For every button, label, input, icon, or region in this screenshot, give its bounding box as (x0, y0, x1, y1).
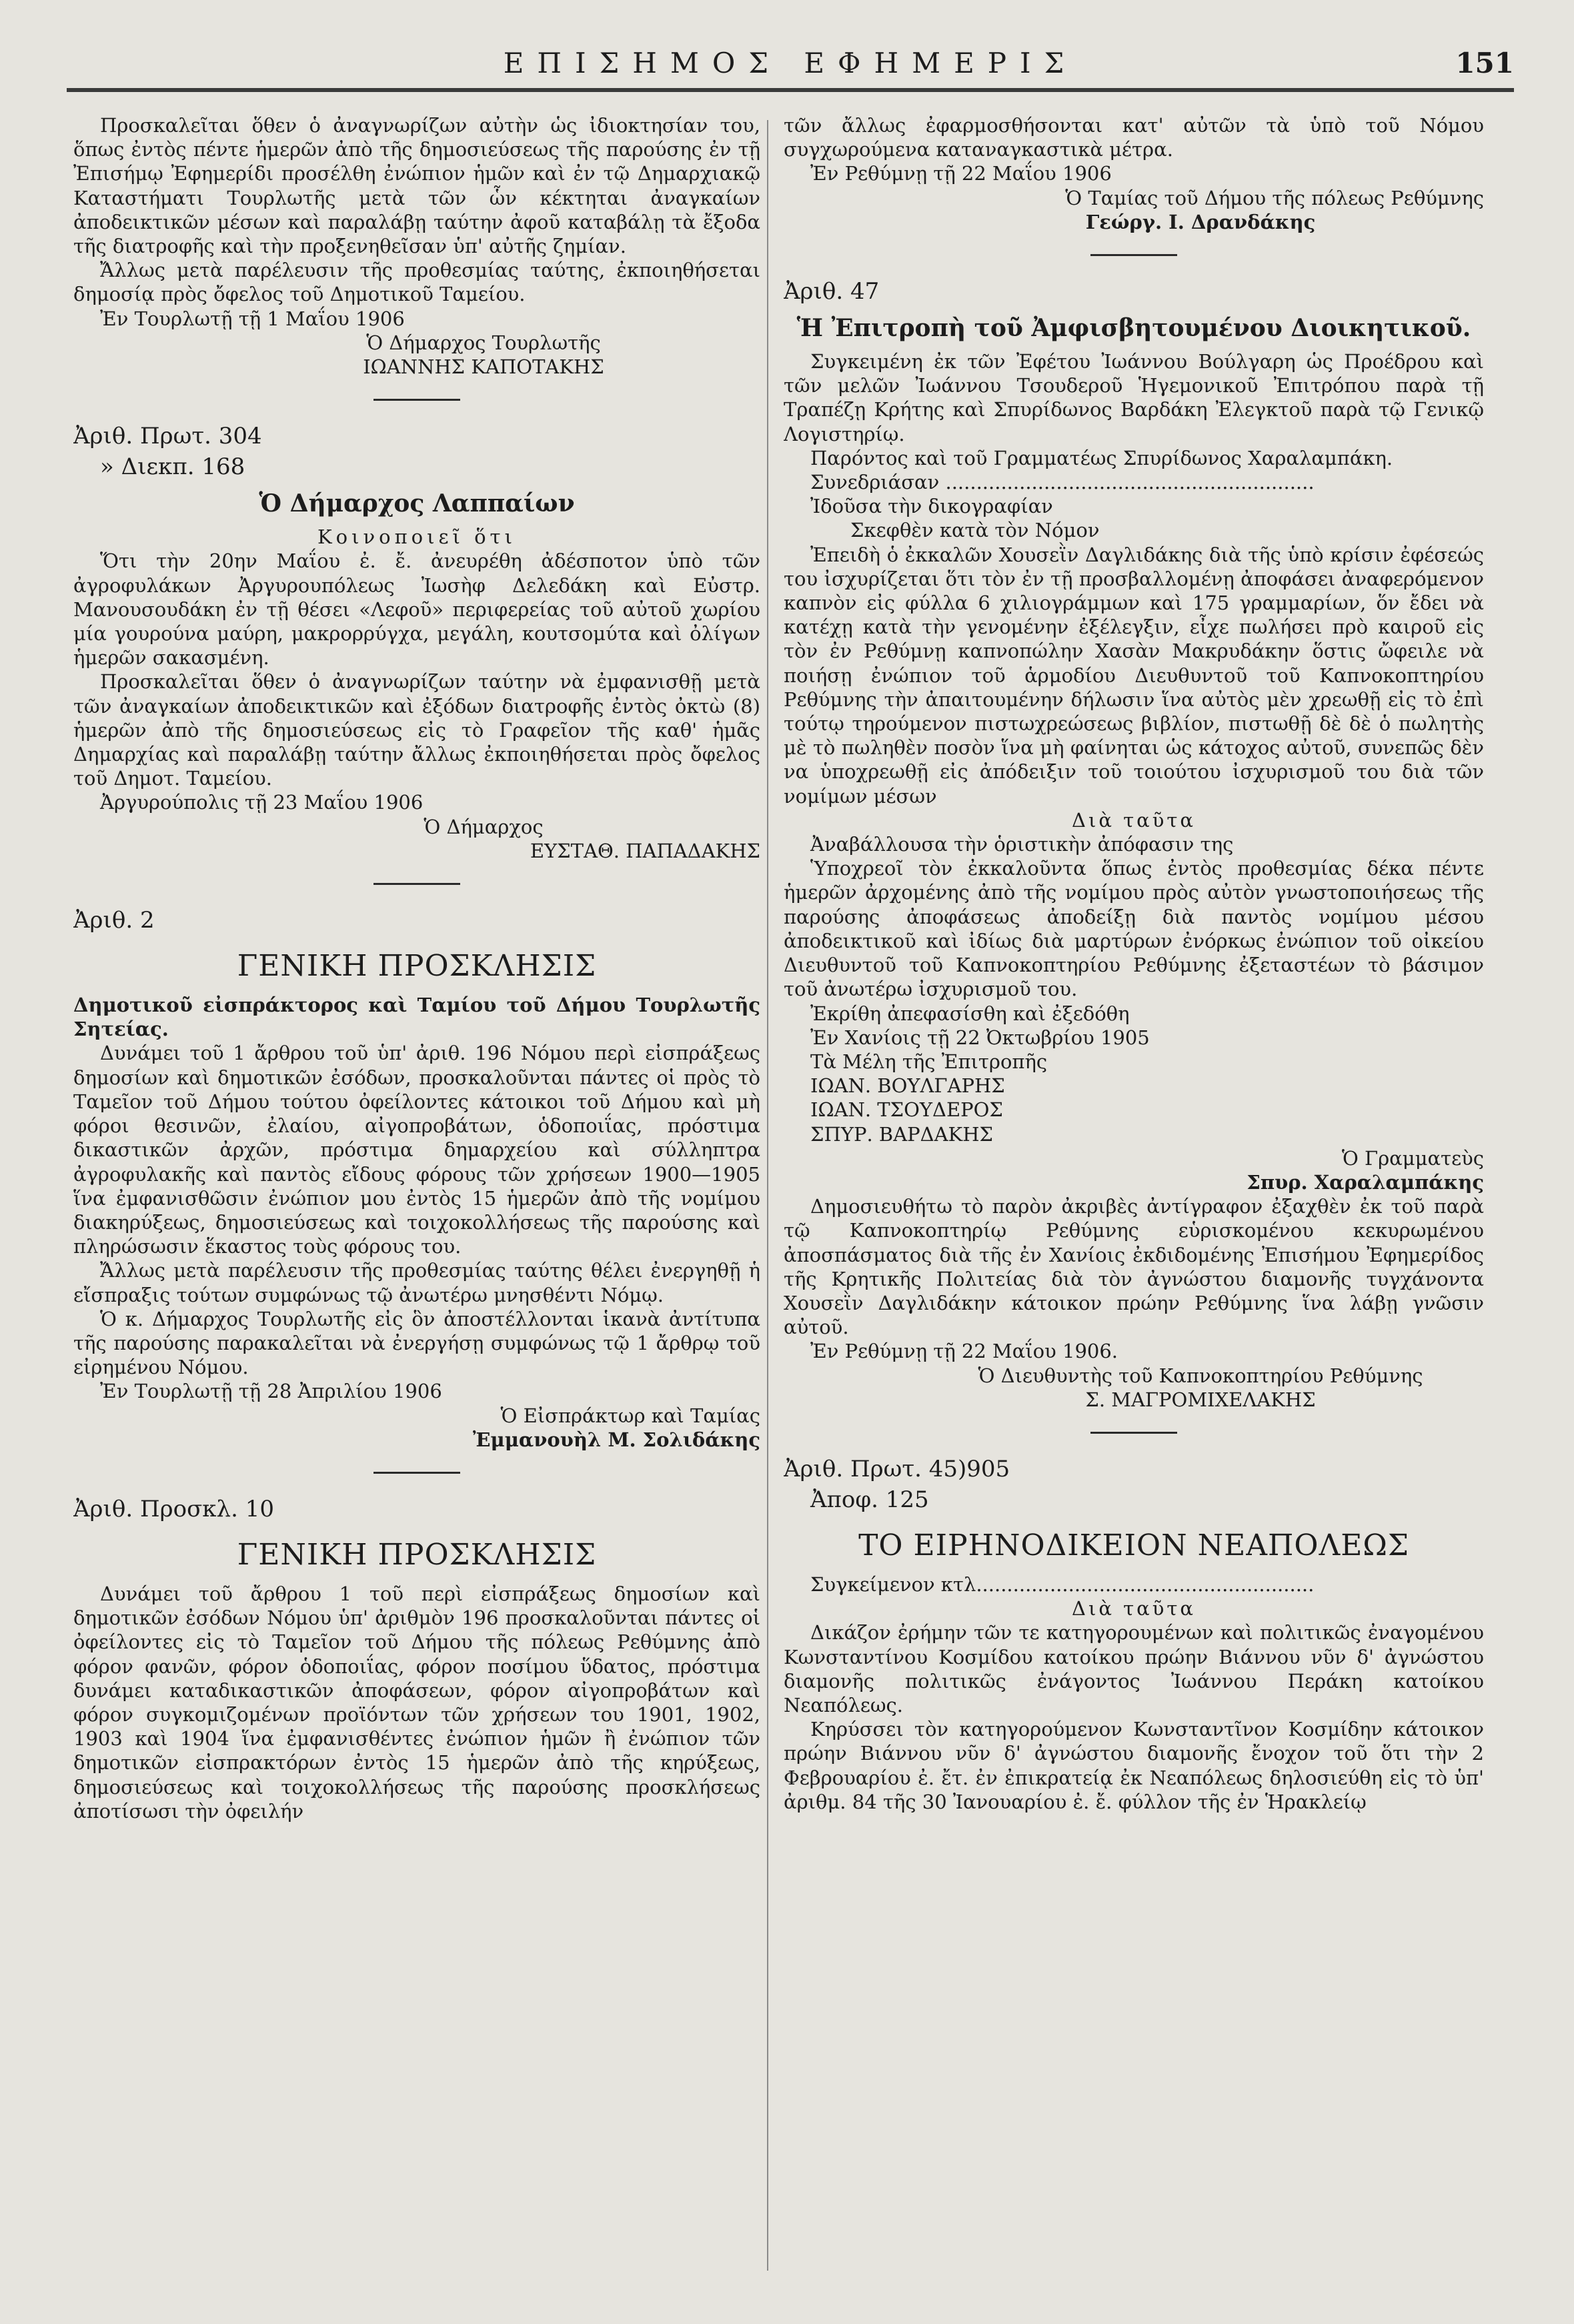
signatory-name: Σ. ΜΑΓΡΟΜΙΧΕΛΑΚΗΣ (1085, 1388, 1316, 1411)
secretary-role: Ὁ Γραμματεὺς (1341, 1146, 1484, 1170)
committee-members (784, 1050, 1484, 1146)
section-separator (373, 1472, 460, 1474)
signatory-name: ΕΥΣΤΑΘ. ΠΑΠΑΔΑΚΗΣ (530, 839, 760, 862)
paragraph: Ἰδοῦσα τὴν δικογραφίαν (810, 495, 1053, 518)
header-rule (67, 88, 1514, 92)
paragraph: Παρόντος καὶ τοῦ Γραμματέως Σπυρίδωνος Χαραλαμπάκη. (810, 446, 1393, 469)
signatory-name: ΙΩΑΝΝΗΣ ΚΑΠΟΤΑΚΗΣ (363, 355, 604, 379)
signatory-role: Ὁ Διευθυντὴς τοῦ Καπνοκοπτηρίου Ρεθύμνης (978, 1364, 1423, 1387)
paragraph: Κηρύσσει τὸν κατηγορούμενον Κωνσταντῖνον Κοσμίδην κάτοικον πρώην Βιάννου νῦν δ' ἀγνώστου διαμονῆς ἔνοχον τοῦ ὅτι τὴν 2 Φεβρουαρίου ἐ. ἔτ. ἐν ἐπικρατείᾳ ἐκ Νεαπόλεως δηλοσιεύθη εἰς τὸ ὑπ' ἀριθμ. 84 τῆς 30 Ἰανουαρίου ἐ. ἔ. φύλλον τῆς ἐν Ἡρακλείῳ (784, 1718, 1484, 1813)
notice-date: Ἐν Ρεθύμνῃ τῇ 22 Μαΐου 1906 (810, 162, 1112, 185)
newspaper-title: ΕΠΙΣΗΜΟΣ ΕΦΗΜΕΡΙΣ (503, 47, 1078, 79)
secretary-name: Σπυρ. Χαραλαμπάκης (1247, 1170, 1484, 1194)
paragraph: Συγκειμένη ἐκ τῶν Ἐφέτου Ἰωάννου Βούλγαρη ὡς Προέδρου καὶ τῶν μελῶν Ἰωάννου Τσουδεροῦ Ἡγεμονικοῦ Ἐπιτρόπου παρὰ τῇ Τραπέζῃ Κρήτης καὶ Σπυρίδωνος Βαρδάκη Ἐλεγκτοῦ παρὰ τῷ Γενικῷ Λογιστηρίῳ. (784, 350, 1484, 445)
signatory-role: Ὁ Δήμαρχος (424, 815, 544, 838)
notice-lost-animal-tourloti (73, 113, 760, 379)
notice-continuation-rethymno (784, 113, 1484, 234)
paragraph: Συνεδριάσαν ............................................................ (810, 471, 1315, 494)
right-column (784, 113, 1484, 2284)
notice-lappaion-mayor (73, 421, 760, 863)
section-separator (1090, 254, 1177, 256)
paragraph: Δημοσιευθήτω τὸ παρὸν ἀκριβὲς ἀντίγραφον ἐξαχθὲν ἐκ τοῦ παρὰ τῷ Καπνοκοπτηρίῳ Ρεθύμνης εὑρισκομένου κεκυρωμένου ἀποσπάσματος διὰ τῆς ἐν Χανίοις ἐκδιδομένης Ἐπισήμου Ἐφημερίδος τῆς Κρητικῆς Πολιτείας διὰ τὸν ἀγνώστου διαμονῆς τυγχάνοντα Χουσεῒν Δαγλιδάκην κάτοικον πρώην Ρεθύμνης ἵνα λάβῃ γνῶσιν αὐτοῦ. (784, 1195, 1484, 1339)
notice-heading: ΤΟ ΕΙΡΗΝΟΔΙΚΕΙΟΝ ΝΕΑΠΟΛΕΩΣ (858, 1528, 1409, 1562)
member-name: ΣΠΥΡ. ΒΑΡΔΑΚΗΣ (810, 1122, 993, 1146)
paragraph: Ὑποχρεοῖ τὸν ἐκκαλοῦντα ὅπως ἐντὸς προθεσμίας δέκα πέντε ἡμερῶν ἀρχομένης ἀπὸ τῆς νομίμου πρὸς αὐτὸν γνωστοποιήσεως τῆς παρούσης ἀποφάσεως ἀποδείξῃ διὰ παντὸς νομίμου μέσου ἀποδεικτικοῦ καὶ ἰδίως διὰ μαρτύρων ἐνόρκως ἐνώπιον τοῦ οἰκείου Διευθυντοῦ τοῦ Καπνοκοπτηρίου Ρεθύμνης ἐξεταστέων τὸ βάσιμον τοῦ ἀνωτέρω ἰσχυρισμοῦ του. (784, 857, 1484, 1001)
signatory-role: Ὁ Δήμαρχος Τουρλωτῆς (366, 331, 601, 354)
section-label: Διὰ ταῦτα (1072, 808, 1196, 832)
column-divider (767, 120, 768, 2271)
reference-number: Ἀριθ. 47 (784, 278, 880, 305)
paragraph: Δυνάμει τοῦ 1 ἄρθρου τοῦ ὑπ' ἀριθ. 196 Νόμου περὶ εἰσπράξεως δημοσίων καὶ δημοτικῶν ἐσόδων, προσκαλοῦνται πάντες οἱ πρὸς τὸ Ταμεῖον τοῦ Δήμου τούτου ὀφείλοντες κάτοικοι τοῦ Δήμου καὶ μὴ φόροι θεσινῶν, ἐλαίου, αἰγοπροβάτων, ὁδοποιΐας, πρόστιμα δικαστικῶν ἀρχῶν, πρόστιμα δημαρχείου καὶ σύλληπτρα ἀγροφυλακῆς καὶ παντὸς εἴδους φόρους τῶν χρήσεων 1900—1905 ἵνα ἐμφανισθῶσιν ἐνώπιον μου ἐντὸς 15 ἡμερῶν ἀπὸ τῆς νομίμου διακηρύξεως, δημοσιεύσεως καὶ τοιχοκολλήσεως τῆς παρούσης καὶ πληρώσωσιν ἕκαστος τοὺς φόρους του. (73, 1042, 760, 1258)
reference-number: Ἀριθ. Πρωτ. 45)905 (784, 1455, 1010, 1482)
notice-announce: Κοινοποιεῖ ὅτι (317, 525, 516, 549)
reference-number: Ἀριθ. 2 (73, 907, 155, 934)
notice-date: Ἀργυρούπολις τῇ 23 Μαΐου 1906 (100, 791, 424, 814)
reference-number: » Διεκπ. 168 (100, 453, 245, 481)
notice-heading: ΓΕΝΙΚΗ ΠΡΟΣΚΛΗΣΙΣ (237, 1537, 597, 1572)
reference-number: Ἀριθ. Προσκλ. 10 (73, 1495, 274, 1522)
notice-heading: ΓΕΝΙΚΗ ΠΡΟΣΚΛΗΣΙΣ (237, 949, 597, 984)
signatory-name: Γεώργ. Ι. Δρανδάκης (1085, 210, 1316, 233)
member-name: ΙΩΑΝ. ΒΟΥΛΓΑΡΗΣ (810, 1074, 1005, 1098)
paragraph: Δυνάμει τοῦ ἄρθρου 1 τοῦ περὶ εἰσπράξεως δημοσίων καὶ δημοτικῶν ἐσόδων Νόμου ὑπ' ἀριθμὸν 196 προσκαλοῦνται πάντες οἱ ὀφείλοντες εἰς τὸ Ταμεῖον τοῦ Δήμου τῆς πόλεως Ρεθύμνης ἀπὸ φόρον φανῶν, φόρον ὁδοποιΐας, φόρον ποσίμου ὕδατος, πρόστιμα δυνάμει καταδικαστικῶν ἀποφάσεων, φόρον αἰγοπροβάτων καὶ φόρον συγκομιζομένων προϊόντων τῶν χρήσεων του 1901, 1902, 1903 καὶ 1904 ἵνα ἐμφανισθέντες ἐνώπιον ἡμῶν ἢ ἐνώπιον τῶν δημοτικῶν εἰσπρακτόρων ἐντὸς 15 ἡμερῶν ἀπὸ τῆς κηρύξεως, δημοσιεύσεως καὶ τοιχοκολλήσεως τῆς παρούσης προσκλήσεως ἀποτίσωσι τὴν ὀφειλήν (73, 1582, 760, 1823)
reference-number: Ἀποφ. 125 (810, 1486, 929, 1513)
notice-date: Ἐν Χανίοις τῇ 22 Ὀκτωβρίου 1905 (810, 1026, 1150, 1049)
notice-date: Ἐν Τουρλωτῇ τῇ 28 Ἀπριλίου 1906 (100, 1380, 442, 1403)
member-name: ΙΩΑΝ. ΤΣΟΥΔΕΡΟΣ (810, 1098, 1003, 1122)
paragraph: Ἄλλως μετὰ παρέλευσιν τῆς προθεσμίας ταύτης θέλει ἐνεργηθῇ ἡ εἴσπραξις τούτων συμφώνως τῷ ἀνωτέρω μνησθέντι Νόμῳ. (73, 1259, 760, 1306)
paragraph: Ὅτι τὴν 20ην Μαΐου ἐ. ἔ. ἀνευρέθη ἀδέσποτον ὑπὸ τῶν ἀγροφυλάκων Ἀργυρουπόλεως Ἰωσὴφ Δελεδάκη καὶ Εὐστρ. Μανουσουδάκη ἐν τῇ θέσει «Λεφοῦ» περιφερείας τοῦ αὐτοῦ χωρίου μία γουρούνα μαύρη, μακρορρύγχα, μεγάλη, κουτσομύτα καὶ ὀλίγων ἡμερῶν σακασμένη. (73, 549, 760, 670)
section-separator (1090, 1432, 1177, 1434)
members-label: Τὰ Μέλη τῆς Ἐπιτροπῆς (810, 1050, 1048, 1073)
section-separator (373, 883, 460, 885)
reference-number: Ἀριθ. Πρωτ. 304 (73, 423, 262, 450)
signatory-name: Ἐμμανουὴλ Μ. Σολιδάκης (472, 1428, 760, 1451)
paragraph: Ἄλλως μετὰ παρέλευσιν τῆς προθεσμίας ταύτης, ἐκποιηθήσεται δημοσίᾳ πρὸς ὄφελος τοῦ Δημοτικοῦ Ταμείου. (73, 259, 760, 306)
paragraph: Ἀναβάλλουσα τὴν ὁριστικὴν ἀπόφασιν της (810, 833, 1234, 856)
section-separator (373, 399, 460, 401)
notice-general-summons-tourloti (73, 905, 760, 1452)
notice-date: Ἐν Τουρλωτῇ τῇ 1 Μαΐου 1906 (100, 307, 405, 330)
notice-administrative-committee (784, 276, 1484, 1412)
page-header (67, 47, 1514, 100)
page-number: 151 (1455, 47, 1514, 79)
paragraph: τῶν ἄλλως ἐφαρμοσθήσονται κατ' αὐτῶν τὰ ὑπὸ τοῦ Νόμου συγχωρούμενα καταναγκαστικὰ μέτρα. (784, 114, 1484, 161)
notice-neapolis-court (784, 1454, 1484, 1814)
paragraph: Ἐκρίθη ἀπεφασίσθη καὶ ἐξεδόθη (810, 1002, 1130, 1025)
signatory-role: Ὁ Ταμίας τοῦ Δήμου τῆς πόλεως Ρεθύμνης (1065, 186, 1484, 209)
paragraph: Ἐπειδὴ ὁ ἐκκαλῶν Χουσεῒν Δαγλιδάκης διὰ τῆς ὑπὸ κρίσιν ἐφέσεώς του ἰσχυρίζεται ὅτι τὸν ἐν τῇ προσβαλλομένῃ ἀποφάσει ἀναφερόμενον καπνὸν εἰς φύλλα 6 χιλιογράμμων καὶ 175 γραμμαρίων, ὅν ἔδει νὰ κατέχῃ κατὰ τὴν γενομένην ἐξέλεγξιν, εἶχε πωλήσει πρὸ καιροῦ εἰς τὸν ἐν Ρεθύμνῃ καπνοπώλην Χασὰν Μακρυδάκην ὅστις ὤφειλε νὰ ποιήσῃ ἐνώπιον τοῦ ἁρμοδίου Διευθυντοῦ τοῦ Καπνοκοπτηρίου Ρεθύμνης τὴν ἀπαιτουμένην δήλωσιν ἵνα αὐτὸς μὲν χρεωθῇ εἰς τὸ ἐπὶ τούτῳ τηρούμενον πιστωχρεώσεως βιβλίον, πιστωθῇ δὲ δὲ ὁ πωλητὴς μὲ τὸ πωληθὲν ποσὸν ἵνα μὴ φαίνηται ὡς κάτοχος αὐτοῦ, συνεπῶς δὲν να ὑποχρεωθῇ εἰς ἀπόδειξιν τοῦ τοιούτου ἰσχυρισμοῦ του διὰ τῶν νομίμων μέσων (784, 543, 1484, 808)
notice-heading: Ὁ Δήμαρχος Λαππαίων (259, 489, 575, 518)
paragraph: Προσκαλεῖται ὅθεν ὁ ἀναγνωρίζων αὐτὴν ὡς ἰδιοκτησίαν του, ὅπως ἐντὸς πέντε ἡμερῶν ἀπὸ τῆς δημοσιεύσεως τῆς παρούσης ἐν τῇ Ἐπισήμῳ Ἐφημερίδι προσέλθη ἐνώπιον ἡμῶν καὶ ἐν τῷ Δημαρχιακῷ Καταστήματι Τουρλωτῆς μετὰ τῶν ὧν κέκτηται ἀναγκαίων ἀποδεικτικῶν μέσων καὶ παραλάβῃ ταύτην ἀφοῦ καταβάλῃ τὰ ἔξοδα τῆς διατροφῆς καὶ τὴν προξενηθεῖσαν ὑπ' αὐτῆς ζημίαν. (73, 114, 760, 258)
paragraph: Σκεφθὲν κατὰ τὸν Νόμον (850, 519, 1100, 542)
paragraph: Συγκείμενον κτλ....................................................... (810, 1572, 1315, 1596)
paragraph: Προσκαλεῖται ὅθεν ὁ ἀναγνωρίζων ταύτην νὰ ἐμφανισθῇ μετὰ τῶν ἀναγκαίων ἀποδεικτικῶν καὶ ἐξόδων διατροφῆς ἐντὸς ὀκτὼ (8) ἡμερῶν ἀπὸ τῆς δημοσιεύσεως εἰς τὸ Γραφεῖον τῆς καθ' ἡμᾶς Δημαρχίας καὶ παραλάβῃ ταύτην ἄλλως ἐκποιηθήσεται πρὸς ὄφελος τοῦ Δημοτ. Ταμείου. (73, 670, 760, 790)
notice-intro: Δημοτικοῦ εἰσπράκτορος καὶ Ταμίου τοῦ Δήμου Τουρλωτῆς Σητείας. (73, 994, 760, 1041)
notice-heading: Ἡ Ἐπιτροπὴ τοῦ Ἀμφισβητουμένου Διοικητικοῦ. (796, 314, 1471, 343)
left-column (73, 113, 760, 2284)
notice-date: Ἐν Ρεθύμνῃ τῇ 22 Μαΐου 1906. (810, 1340, 1118, 1363)
section-label: Διὰ ταῦτα (1072, 1597, 1196, 1620)
paragraph: Δικάζον ἐρήμην τῶν τε κατηγορουμένων καὶ πολιτικῶς ἐναγομένου Κωνσταντίνου Κοσμίδου κατοίκου πρώην Βιάννου νῦν δ' ἀγνώστου διαμονῆς πολιτικῶς ἐνάγοντος Ἰωάννου Περάκη κατοίκου Νεαπόλεως. (784, 1621, 1484, 1716)
paragraph: Ὁ κ. Δήμαρχος Τουρλωτῆς εἰς ὃν ἀποστέλλονται ἱκανὰ ἀντίτυπα τῆς παρούσης παρακαλεῖται νὰ ἐνεργήσῃ συμφώνως τῷ 1 ἄρθρῳ τοῦ εἰρημένου Νόμου. (73, 1307, 760, 1379)
notice-general-summons-rethymno (73, 1494, 760, 1823)
signatory-role: Ὁ Εἰσπράκτωρ καὶ Ταμίας (500, 1404, 760, 1427)
